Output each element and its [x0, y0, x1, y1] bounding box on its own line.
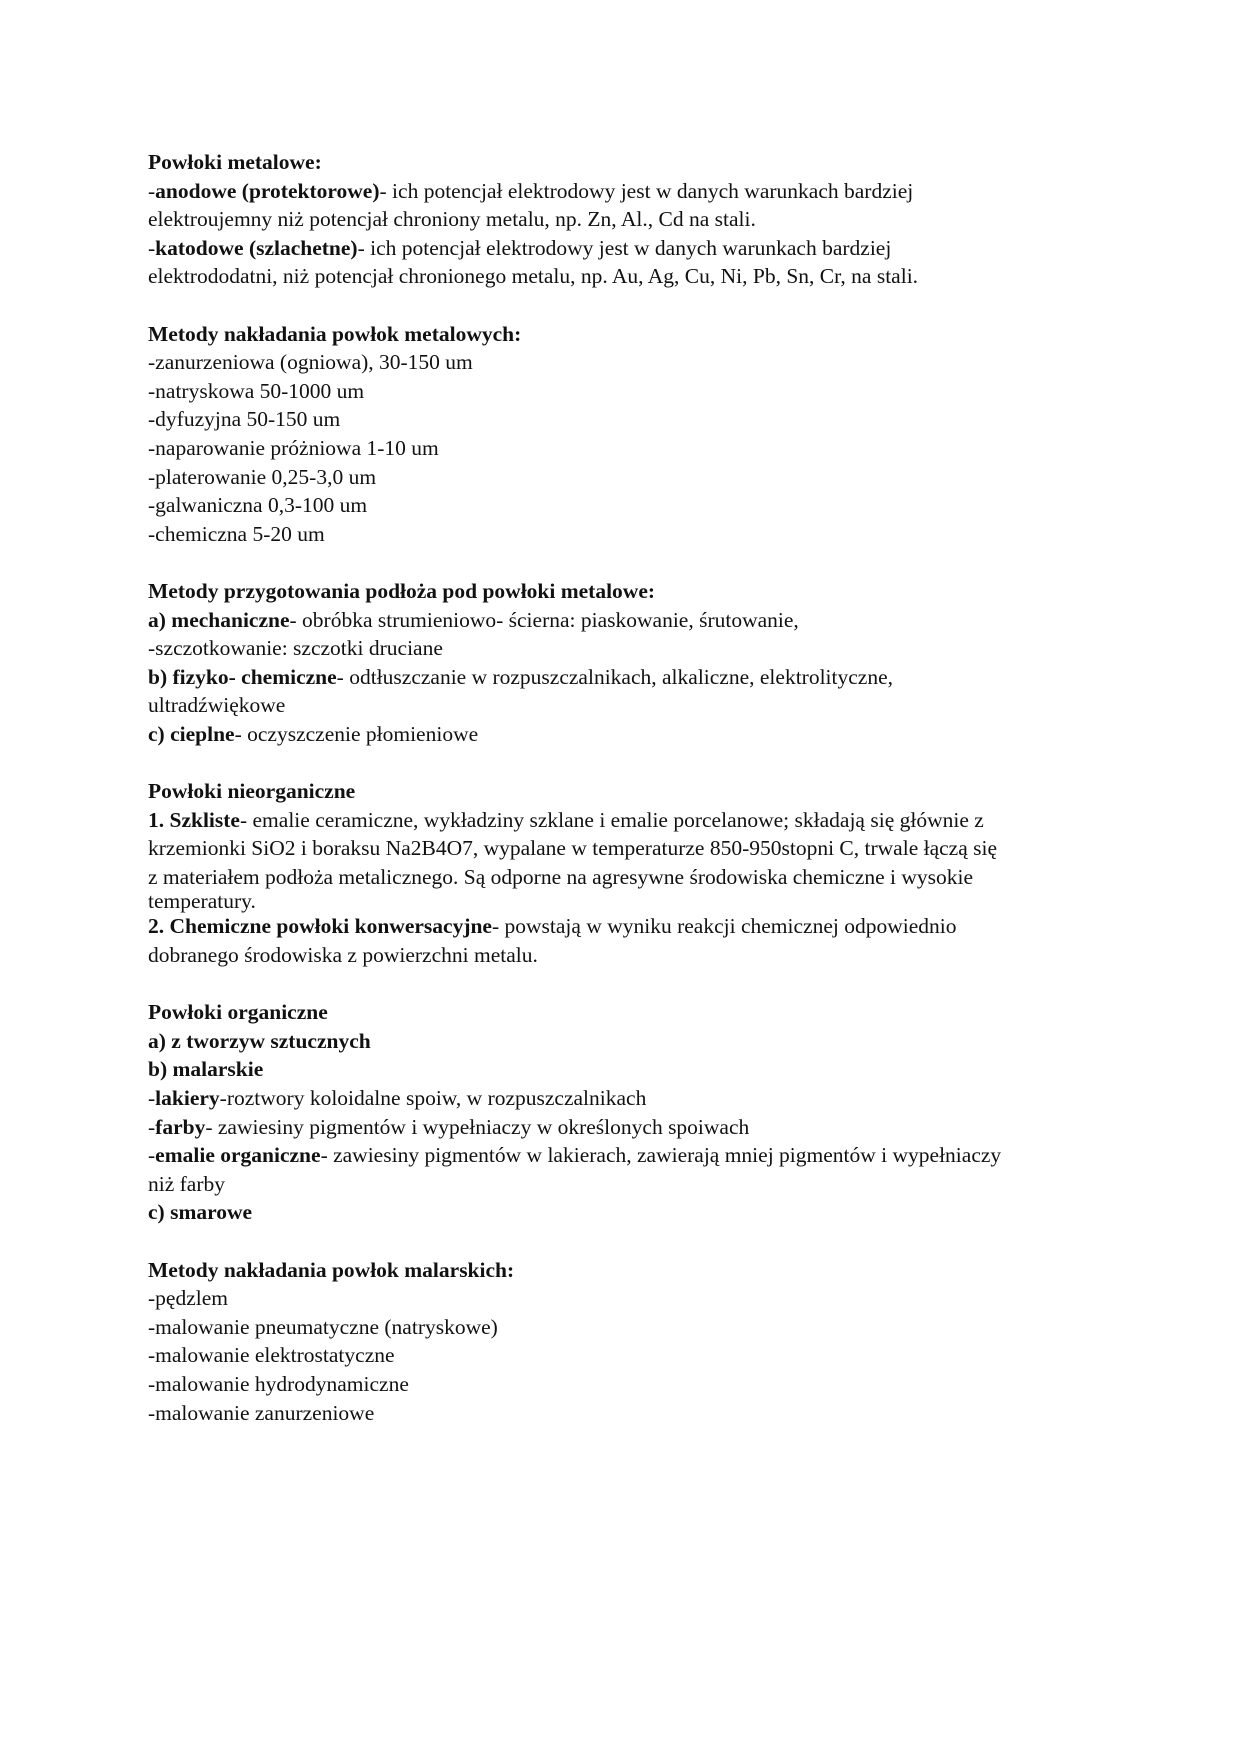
term: b) fizyko- chemiczne	[148, 664, 337, 689]
section-heading: Powłoki metalowe:	[148, 150, 322, 174]
paragraph-line: -emalie organiczne- zawiesiny pigmentów w lakierach, zawierają mniej pigmentów i wypełniaczy	[148, 1143, 1002, 1168]
list-item: -naparowanie próżniowa 1-10 um	[148, 435, 439, 460]
list-item: -platerowanie 0,25-3,0 um	[148, 464, 377, 489]
paragraph-line: b) fizyko- chemiczne- odtłuszczanie w rozpuszczalnikach, alkaliczne, elektrolityczne,	[148, 664, 894, 689]
subheading: b) malarskie	[148, 1057, 264, 1082]
paragraph-line: elektroujemny niż potencjał chroniony metalu, np. Zn, Al., Cd na stali.	[148, 207, 756, 232]
paragraph-line: krzemionki SiO2 i boraksu Na2B4O7, wypalane w temperaturze 850-950stopni C, trwale łączą się	[148, 836, 998, 861]
section-heading: Metody nakładania powłok malarskich:	[148, 1257, 515, 1282]
paragraph-line: dobranego środowiska z powierzchni metalu.	[148, 943, 538, 968]
subheading: c) smarowe	[148, 1200, 253, 1225]
section-heading: Powłoki nieorganiczne	[148, 779, 356, 804]
list-item: -natryskowa 50-1000 um	[148, 378, 365, 403]
paragraph-line: niż farby	[148, 1171, 226, 1196]
list-item: -pędzlem	[148, 1286, 228, 1311]
list-item: -malowanie pneumatyczne (natryskowe)	[148, 1314, 498, 1339]
paragraph-line: 1. Szkliste- emalie ceramiczne, wykładziny szklane i emalie porcelanowe; składają się głównie z	[148, 807, 984, 832]
paragraph-line: -szczotkowanie: szczotki druciane	[148, 636, 443, 661]
paragraph-line: z materiałem podłoża metalicznego. Są odporne na agresywne środowiska chemiczne i wysokie	[148, 864, 974, 889]
paragraph-line: elektrododatni, niż potencjał chronionego metalu, np. Au, Ag, Cu, Ni, Pb, Sn, Cr, na stali.	[148, 264, 919, 289]
paragraph-line: ultradźwiękowe	[148, 693, 286, 718]
paragraph-line: -lakiery-roztwory koloidalne spoiw, w rozpuszczalnikach	[148, 1086, 647, 1110]
term: 2. Chemiczne powłoki konwersacyjne	[148, 914, 492, 939]
list-item: -zanurzeniowa (ogniowa), 30-150 um	[148, 350, 473, 375]
term: lakiery	[155, 1086, 220, 1110]
subheading: a) z tworzyw sztucznych	[148, 1028, 371, 1053]
list-item: -chemiczna 5-20 um	[148, 521, 325, 546]
paragraph-line: -farby- zawiesiny pigmentów i wypełniaczy w określonych spoiwach	[148, 1114, 750, 1139]
list-item: -malowanie zanurzeniowe	[148, 1400, 375, 1425]
term: katodowe (szlachetne)	[155, 235, 358, 260]
term: anodowe (protektorowe)	[155, 178, 380, 203]
list-item: -dyfuzyjna 50-150 um	[148, 407, 341, 432]
list-item: -malowanie elektrostatyczne	[148, 1343, 395, 1368]
paragraph-line: 2. Chemiczne powłoki konwersacyjne- powstają w wyniku reakcji chemicznej odpowiednio	[148, 914, 957, 939]
section-heading: Powłoki organiczne	[148, 1000, 328, 1025]
section-heading: Metody nakładania powłok metalowych:	[148, 321, 522, 346]
paragraph-line: temperatury.	[148, 889, 256, 914]
term: a) mechaniczne	[148, 607, 290, 632]
paragraph-line: -katodowe (szlachetne)- ich potencjał elektrodowy jest w danych warunkach bardziej	[148, 235, 892, 260]
list-item: -galwaniczna 0,3-100 um	[148, 493, 368, 518]
term: farby	[155, 1114, 206, 1139]
paragraph-line: a) mechaniczne- obróbka strumieniowo- ścierna: piaskowanie, śrutowanie,	[148, 607, 799, 632]
term: emalie organiczne	[155, 1143, 321, 1168]
paragraph-line: c) cieplne- oczyszczenie płomieniowe	[148, 721, 479, 746]
document-body	[148, 148, 1138, 1427]
list-item: -malowanie hydrodynamiczne	[148, 1371, 409, 1396]
paragraph-line: -anodowe (protektorowe)- ich potencjał elektrodowy jest w danych warunkach bardziej	[148, 178, 914, 203]
section-heading: Metody przygotowania podłoża pod powłoki metalowe:	[148, 578, 656, 603]
term: 1. Szkliste	[148, 807, 240, 832]
term: c) cieplne	[148, 721, 235, 746]
